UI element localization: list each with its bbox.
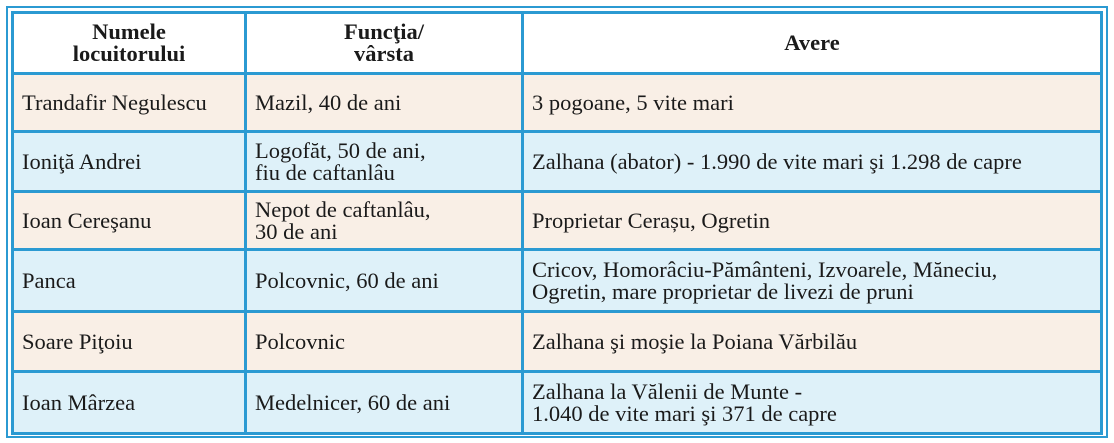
cell-name (13, 372, 246, 434)
cell-wealth (523, 192, 1102, 250)
cell-wealth-text: 3 pogoane, 5 vite mari (532, 89, 734, 115)
header-text: Numele (92, 19, 166, 44)
header-wealth: Avere (523, 13, 1102, 74)
cell-wealth-text: Proprietar Cerașu, Ogretin (532, 207, 771, 233)
cell-function (246, 250, 523, 312)
cell-wealth-text: Ogretin, mare proprietar de livezi de pruni (532, 278, 914, 304)
header-name (13, 13, 246, 74)
cell-name (13, 312, 246, 372)
cell-function-text: Mazil, 40 de ani (255, 89, 402, 115)
header-row (13, 13, 1102, 74)
cell-wealth-text: Zalhana şi moşie la Poiana Vărbilău (532, 328, 858, 354)
table-row (13, 372, 1102, 434)
cell-name (13, 192, 246, 250)
cell-wealth (523, 372, 1102, 434)
cell-wealth-text: Zalhana (abator) - 1.990 de vite mari şi 1.298 de capre (532, 148, 1022, 174)
cell-function (246, 372, 523, 434)
cell-function (246, 132, 523, 192)
cell-name (13, 132, 246, 192)
table-row (13, 312, 1102, 372)
inhabitants-table (11, 11, 1103, 435)
cell-function-text: Nepot de caftanlâu, (255, 196, 431, 222)
header-function (246, 13, 523, 74)
cell-name-text: Ioan Mârzea (22, 389, 136, 415)
cell-name-text: Panca (22, 267, 76, 293)
cell-name (13, 250, 246, 312)
header-text: Funcţia/ (343, 19, 424, 44)
cell-name-text: Soare Piţoiu (22, 328, 133, 354)
cell-function-text: Polcovnic (255, 328, 345, 354)
cell-function-text: Logofăt, 50 de ani, (255, 137, 426, 163)
cell-name (13, 74, 246, 132)
header-text: locuitorului (72, 41, 186, 66)
cell-function (246, 192, 523, 250)
cell-name-text: Trandafir Negulescu (22, 89, 207, 115)
cell-wealth (523, 312, 1102, 372)
cell-function-text: Polcovnic, 60 de ani (255, 267, 439, 293)
cell-wealth (523, 74, 1102, 132)
table-row (13, 74, 1102, 132)
cell-wealth (523, 132, 1102, 192)
table-row (13, 250, 1102, 312)
table-row (13, 132, 1102, 192)
cell-name-text: Ioan Cereşanu (22, 207, 152, 233)
cell-wealth-text: Cricov, Homorâciu-Pământeni, Izvoarele, Măneciu, (532, 256, 998, 282)
cell-name-text: Ioniţă Andrei (22, 148, 142, 174)
table-frame (6, 6, 1108, 438)
cell-wealth-text: 1.040 de vite mari şi 371 de capre (532, 400, 837, 426)
cell-function (246, 74, 523, 132)
cell-function-text: Medelnicer, 60 de ani (255, 389, 451, 415)
table-row (13, 192, 1102, 250)
cell-function-text: 30 de ani (255, 218, 338, 244)
cell-wealth (523, 250, 1102, 312)
cell-wealth-text: Zalhana la Vălenii de Munte - (532, 378, 803, 404)
header-text: vârsta (354, 41, 414, 66)
cell-function (246, 312, 523, 372)
cell-function-text: fiu de caftanlâu (255, 159, 395, 185)
